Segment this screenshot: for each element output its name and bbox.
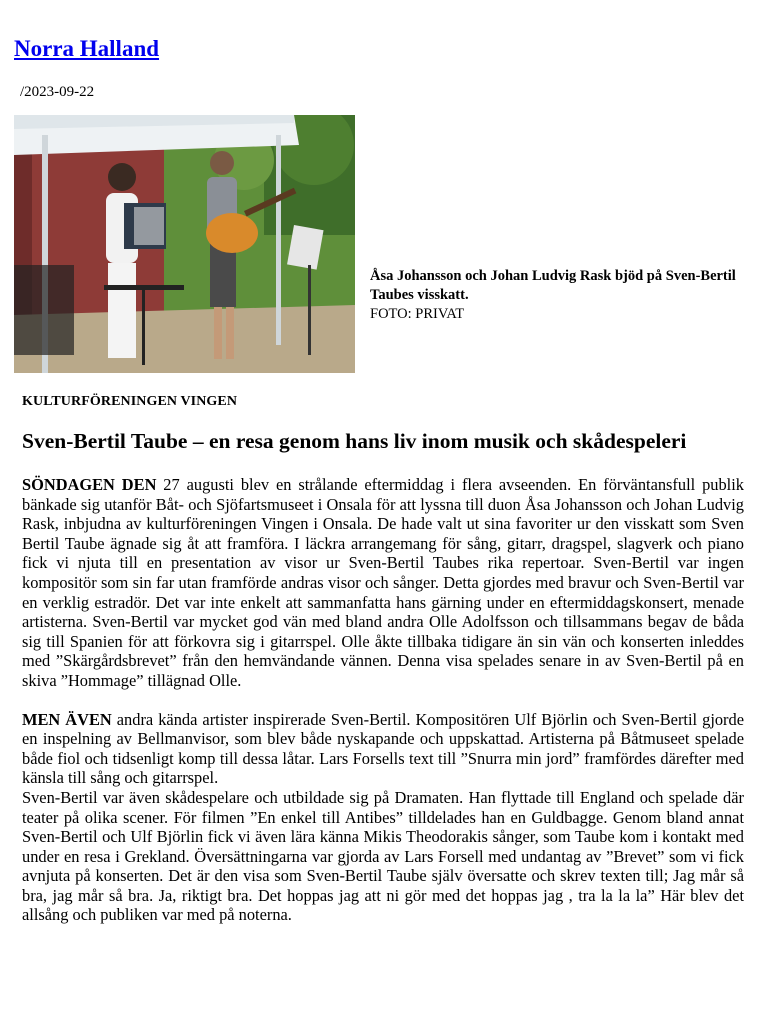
paragraph-2-lead: MEN ÄVEN (22, 709, 112, 729)
paragraph-1-text: 27 augusti blev en strålande eftermiddag i flera avseenden. En förväntansfull publik bänkade sig utanför Båt- och Sjöfartsmuseet i Onsala för att lyssna till duon Åsa Johansson och Johan Ludvig Rask, inbjudna av kulturföreningen Vingen i Onsala. De hade valt ut sina favoriter ur den visskatt som Sven Bertil Taube ägnade sig åt att framföra. I läckra arrangemang för sång, gitarr, dragspel, slagverk och piano fick vi njuta till en presentation av visor ur Sven-Bertil Taubes rika repertoar. Sven-Bertil var ingen kompositör som sin far utan framförde andras visor och sånger. Detta gjordes med bravur och Sven-Bertil var en verklig estradör. Det var inte enkelt att sammanfatta hans gärning under en eftermiddagskonsert, menade artisterna. Sven-Bertil var mycket god vän med bland andra Olle Adolfsson och tillsammans begav de båda sig till Spanien för att förkovra sig i gitarrspel. Olle åkte tillbaka tidigare än sin vän och konserten inleddes med ”Skärgårdsbrevet” från den hemvändande vännen. Denna visa spelades senare in av Sven-Bertil på en skiva ”Hommage” tillägnad Olle. (22, 475, 744, 690)
paragraph-3: Sven-Bertil var även skådespelare och utbildade sig på Dramaten. Han flyttade till England och spelade där teater på olika scener. För filmen ”En enkel till Antibes” tilldelades han en Guldbagge. Genom bland annat Sven-Bertil och Ulf Björlin fick vi även lära känna Mikis Theodorakis sånger, som Taube kom i kontakt med under en resa i Grekland. Översättningarna var gjorda av Lars Forsell med undantag av ”Brevet” som vi fick avnjuta på konserten. Det är den visa som Sven-Bertil Taube själv översatte och skrev texten till; Jag mår så bra, jag mår så bra. Ja, riktigt bra. Det hoppas jag att ni gör med det hoppas jag , tra la la la” Här blev det allsång och publiken var med på noterna. (22, 787, 744, 925)
article-headline: Sven-Bertil Taube – en resa genom hans liv inom musik och skådespeleri (22, 429, 687, 453)
paragraph-1-lead: SÖNDAGEN DEN (22, 475, 157, 494)
photo-credit: FOTO: PRIVAT (370, 306, 465, 322)
article-kicker: KULTURFÖRENINGEN VINGEN (22, 394, 238, 409)
article-photo (14, 115, 355, 373)
paragraph-2-text: andra kända artister inspirerade Sven-Bertil. Kompositören Ulf Björlin och Sven-Bertil gjorde en inspelning av Bellmanvisor, som blev både nyskapande och uppskattad. Artisterna på Båtmuseet spelade både fiol och tidsenligt komp till dessa låtar. Lars Forsells text till ”Snurra min jord” framfördes därefter med känsla till sång och gitarrspel. (22, 709, 744, 788)
paragraph-1 (22, 475, 744, 691)
musicians-photo-illustration (14, 115, 355, 373)
caption-text: Åsa Johansson och Johan Ludvig Rask bjöd på Sven-Bertil Taubes visskatt. (370, 268, 736, 303)
article-body (22, 475, 744, 925)
site-title-link[interactable]: Norra Halland (14, 36, 160, 61)
publish-date: /2023-09-22 (20, 84, 95, 100)
photo-caption (370, 267, 750, 324)
paragraph-2 (22, 710, 744, 788)
